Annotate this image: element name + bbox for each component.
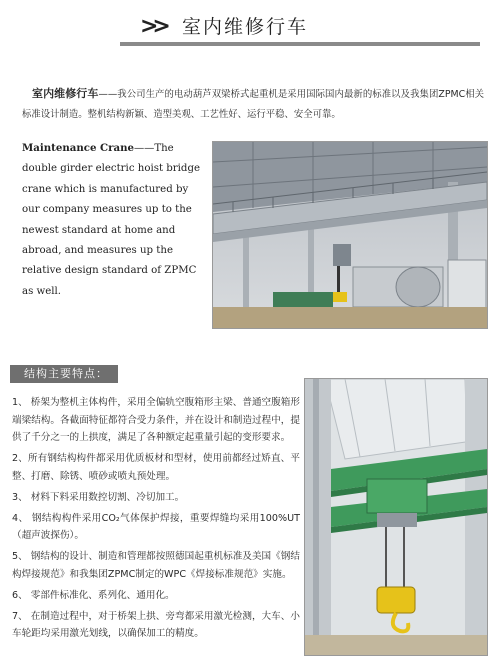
list-item: 1、 桥架为整机主体构件，采用全偏轨空腹箱形主梁、普通空腹箱形端梁结构。各截面特征都符合受力条件，并在设计和制造过程中，提供了千分之一的上拱度，满足了各种额定起重量引起的变形要求。 [12, 397, 300, 443]
list-item: 7、 在制造过程中，对于桥架上拱、旁弯都采用激光检测，大车、小车轮距均采用激光划线，以确保加工的精度。 [12, 610, 300, 639]
page-title: 室内维修行车 [182, 16, 309, 38]
intro-body: ——我公司生产的电动葫芦双梁桥式起重机是采用国际国内最新的标准以及我集团ZPMC相关标准设计制造。整机结构新颖、造型美观、工艺性好、运行平稳、安全可靠。 [22, 89, 485, 120]
list-item: 5、 钢结构的设计、制造和管理都按照德国起重机标准及美国《钢结构焊接规范》和我集团ZPMC制定的WPC《焊接标准规范》实施。 [12, 551, 300, 580]
list-item: 4、 钢结构构件采用CO₂气体保护焊接，重要焊缝均采用100%UT（超声波探伤）。 [12, 512, 300, 541]
list-item: 3、 材料下料采用数控切割、冷切加工。 [12, 491, 185, 503]
list-item: 2、所有钢结构构件都采用优质板材和型材，使用前都经过矫直、平整、打磨、除锈、喷砂或喷丸预处理。 [12, 453, 300, 482]
feature-list [12, 394, 300, 646]
double-chevron-icon: >> [140, 14, 165, 39]
section-heading-bar [10, 365, 118, 383]
crane-photo-green-bridge-image [305, 379, 487, 655]
header-rule [120, 42, 480, 46]
page-header [140, 12, 480, 42]
crane-photo-workshop-image [213, 142, 487, 328]
english-body: ——The double girder electric hoist bridge crane which is manufactured by our company measures up to the newest standard at home and abroad, and measures up the relative design standard of ZPMC as well. [22, 143, 200, 297]
crane-photo-workshop [212, 141, 488, 329]
section-heading: 结构主要特点： [24, 367, 108, 380]
crane-photo-green-bridge [304, 378, 488, 656]
intro-paragraph-en [22, 138, 208, 302]
list-item: 6、 零部件标准化、系列化、通用化。 [12, 589, 175, 601]
english-lead: Maintenance Crane [22, 142, 134, 154]
intro-paragraph-cn [22, 84, 484, 125]
intro-lead: 室内维修行车 [32, 87, 99, 100]
